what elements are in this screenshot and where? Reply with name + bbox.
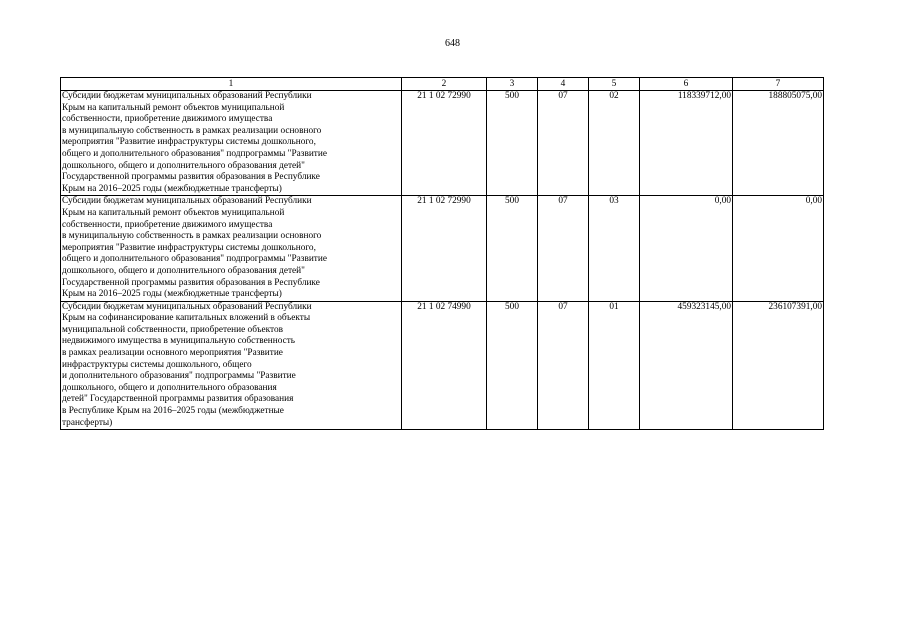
column-header: 7: [733, 78, 824, 91]
target-article-code: 21 1 02 72990: [402, 91, 487, 196]
expense-description: Субсидии бюджетам муниципальных образований Республики Крым на капитальный ремонт объектов муниципальной собственности, приобретение движимого имущества в муниципальную собственность в рамках реализации основного мероприятия "Развитие инфраструктуры системы дошкольного, общего и дополнительного образования" подпрограммы "Развитие дошкольного, общего и дополнительного образования детей" Государственной программы развития образования в Республике Крым на 2016–2025 годы (межбюджетные трансферты): [61, 91, 402, 196]
column-header: 5: [589, 78, 640, 91]
column-header: 6: [640, 78, 733, 91]
table-header-row: [61, 78, 824, 91]
expense-type-code: 500: [487, 301, 538, 430]
expense-type-code: 500: [487, 196, 538, 301]
expense-description: Субсидии бюджетам муниципальных образований Республики Крым на софинансирование капитальных вложений в объекты муниципальной собственности, приобретение объектов недвижимого имущества в муниципальную собственность в рамках реализации основного мероприятия "Развитие инфраструктуры системы дошкольного, общего и дополнительного образования" подпрограммы "Развитие дошкольного, общего и дополнительного образования детей" Государственной программы развития образования в Республике Крым на 2016–2025 годы (межбюджетные трансферты): [61, 301, 402, 430]
expense-description: Субсидии бюджетам муниципальных образований Республики Крым на капитальный ремонт объектов муниципальной собственности, приобретение движимого имущества в муниципальную собственность в рамках реализации основного мероприятия "Развитие инфраструктуры системы дошкольного, общего и дополнительного образования" подпрограммы "Развитие дошкольного, общего и дополнительного образования детей" Государственной программы развития образования в Республике Крым на 2016–2025 годы (межбюджетные трансферты): [61, 196, 402, 301]
column-header: 3: [487, 78, 538, 91]
section-code: 07: [538, 196, 589, 301]
amount-col-7: 236107391,00: [733, 301, 824, 430]
page-number: 648: [445, 38, 460, 49]
column-header: 4: [538, 78, 589, 91]
amount-col-7: 0,00: [733, 196, 824, 301]
table-row: [61, 196, 824, 301]
subsection-code: 03: [589, 196, 640, 301]
subsection-code: 02: [589, 91, 640, 196]
target-article-code: 21 1 02 74990: [402, 301, 487, 430]
table-row: [61, 301, 824, 430]
table-row: [61, 91, 824, 196]
subsection-code: 01: [589, 301, 640, 430]
column-header: 2: [402, 78, 487, 91]
amount-col-6: 0,00: [640, 196, 733, 301]
amount-col-6: 118339712,00: [640, 91, 733, 196]
budget-table: [60, 77, 824, 430]
section-code: 07: [538, 91, 589, 196]
amount-col-7: 188805075,00: [733, 91, 824, 196]
amount-col-6: 459323145,00: [640, 301, 733, 430]
target-article-code: 21 1 02 72990: [402, 196, 487, 301]
section-code: 07: [538, 301, 589, 430]
column-header: 1: [61, 78, 402, 91]
expense-type-code: 500: [487, 91, 538, 196]
